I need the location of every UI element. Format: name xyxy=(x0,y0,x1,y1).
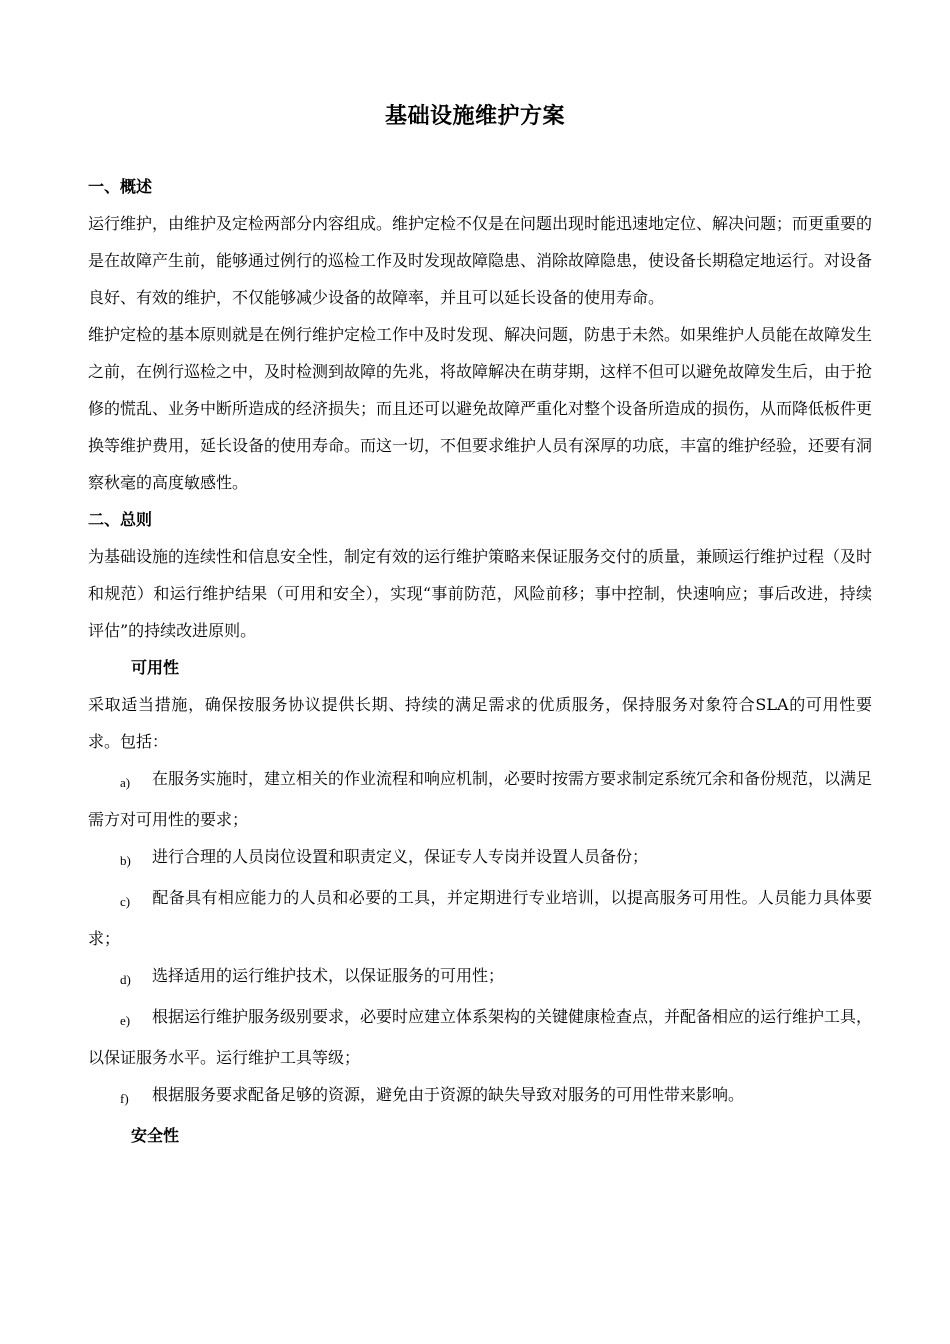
list-marker: e) xyxy=(120,1013,131,1028)
subheading-security: 安全性 xyxy=(131,1126,180,1145)
list-marker: a) xyxy=(120,775,131,790)
overview-paragraph-2: 维护定检的基本原则就是在例行维护定检工作中及时发现、解决问题，防患于未然。如果维护人员能在故障发生之前，在例行巡检之中，及时检测到故障的先兆，将故障解决在萌芽期，这样不但可以避免故障发生后，由于抢修的慌乱、业务中断所造成的经济损失；而且还可以避免故障严重化对整个设备所造成的损伤，从而降低板件更换等维护费用，延长设备的使用寿命。而这一切，不但要求维护人员有深厚的功底，丰富的维护经验，还要有洞察秋毫的高度敏感性。 xyxy=(88,325,873,492)
list-item-a xyxy=(88,760,872,838)
list-marker: b) xyxy=(120,853,131,868)
general-paragraph-1: 为基础设施的连续性和信息安全性，制定有效的运行维护策略来保证服务交付的质量，兼顾运行维护过程（及时和规范）和运行维护结果（可用和安全），实现“事前防范，风险前移；事中控制，快速响应；事后改进，持续评估”的持续改进原则。 xyxy=(88,547,873,640)
overview-paragraph-1: 运行维护，由维护及定检两部分内容组成。维护定检不仅是在问题出现时能迅速地定位、解决问题；而更重要的是在故障产生前，能够通过例行的巡检工作及时发现故障隐患、消除故障隐患，使设备长期稳定地运行。对设备良好、有效的维护，不仅能够减少设备的故障率，并且可以延长设备的使用寿命。 xyxy=(88,214,873,307)
list-item-text: 进行合理的人员岗位设置和职责定义，保证专人专岗并设置人员备份； xyxy=(152,847,649,866)
list-item-text: 在服务实施时，建立相关的作业流程和响应机制，必要时按需方要求制定系统冗余和备份规范，以满足需方对可用性的要求； xyxy=(88,769,873,829)
list-item-c xyxy=(88,879,872,957)
list-item-text: 选择适用的运行维护技术，以保证服务的可用性； xyxy=(152,966,505,985)
list-item-e xyxy=(88,998,872,1076)
list-marker: f) xyxy=(120,1091,129,1106)
list-item-text: 根据服务要求配备足够的资源，避免由于资源的缺失导致对服务的可用性带来影响。 xyxy=(152,1085,745,1104)
list-item-text: 根据运行维护服务级别要求，必要时应建立体系架构的关键健康检查点，并配备相应的运行维护工具，以保证服务水平。运行维护工具等级； xyxy=(88,1007,873,1067)
section-heading-overview: 一、概述 xyxy=(88,177,153,196)
list-item-text: 配备具有相应能力的人员和必要的工具，并定期进行专业培训，以提高服务可用性。人员能力具体要求； xyxy=(88,888,872,948)
document-title: 基础设施维护方案 xyxy=(384,104,565,129)
availability-intro: 采取适当措施，确保按服务协议提供长期、持续的满足需求的优质服务，保持服务对象符合SLA的可用性要求。包括： xyxy=(88,695,872,751)
list-item-d xyxy=(88,957,872,998)
list-marker: d) xyxy=(120,972,131,987)
subheading-availability: 可用性 xyxy=(131,658,180,677)
section-heading-general: 二、总则 xyxy=(88,510,153,529)
list-marker: c) xyxy=(120,894,131,909)
document-body xyxy=(88,168,872,1154)
list-item-f xyxy=(88,1076,872,1117)
list-item-b xyxy=(88,838,872,879)
